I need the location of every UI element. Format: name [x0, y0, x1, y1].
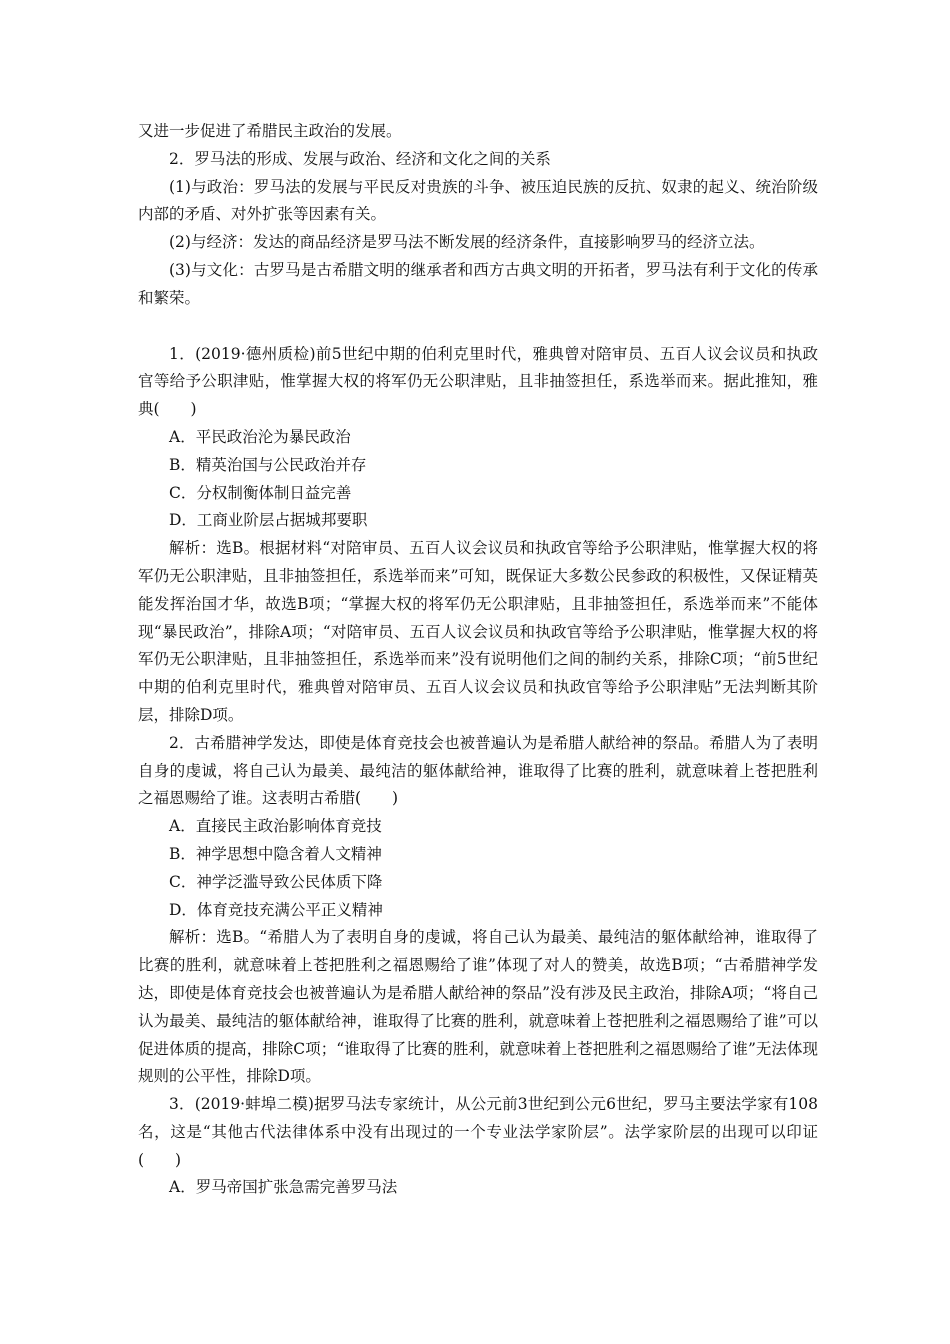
option-c: C．神学泛滥导致公民体质下降 — [169, 872, 383, 891]
section-gap — [138, 313, 818, 341]
question-stem: 1．(2019·德州质检)前5世纪中期的伯利克里时代，雅典曾对陪审员、五百人议会议员和执政官等给予公职津贴，惟掌握大权的将军仍无公职津贴，且非抽签担任，系选举而来。据此推知，雅典( ) — [138, 344, 818, 419]
option-a: A．直接民主政治影响体育竞技 — [169, 817, 382, 836]
question-2 — [138, 730, 818, 1091]
question-1 — [138, 341, 818, 730]
question-3 — [138, 1091, 818, 1202]
point-culture: (3)与文化：古罗马是古希腊文明的继承者和西方古典文明的开拓者，罗马法有利于文化的传承和繁荣。 — [138, 260, 818, 307]
option-d: D．工商业阶层占据城邦要职 — [169, 511, 368, 530]
question-analysis: 解析：选B。“希腊人为了表明自身的虔诚，将自己认为最美、最纯洁的躯体献给神，谁取得了比赛的胜利，就意味着上苍把胜利之福恩赐给了谁”体现了对人的赞美，故选B项；“古希腊神学发达，即使是体育竞技会也被普遍认为是希腊人献给神的祭品”没有涉及民主政治，排除A项；“将自己认为最美、最纯洁的躯体献给神，谁取得了比赛的胜利，就意味着上苍把胜利之福恩赐给了谁”可以促进体质的提高，排除C项；“谁取得了比赛的胜利，就意味着上苍把胜利之福恩赐给了谁”无法体现规则的公平性，排除D项。 — [138, 928, 818, 1086]
option-a: A．平民政治沦为暴民政治 — [169, 427, 351, 446]
question-stem: 3．(2019·蚌埠二模)据罗马法专家统计，从公元前3世纪到公元6世纪，罗马主要法学家有108名，这是“其他古代法律体系中没有出现过的一个专业法学家阶层”。法学家阶层的出现可以印证( ) — [138, 1095, 818, 1169]
question-stem: 2．古希腊神学发达，即使是体育竞技会也被普遍认为是希腊人献给神的祭品。希腊人为了表明自身的虔诚，将自己认为最美、最纯洁的躯体献给神，谁取得了比赛的胜利，就意味着上苍把胜利之福恩赐给了谁。这表明古希腊( ) — [138, 733, 818, 808]
option-b: B．精英治国与公民政治并存 — [169, 455, 367, 474]
point-economy: (2)与经济：发达的商品经济是罗马法不断发展的经济条件，直接影响罗马的经济立法。 — [169, 233, 765, 252]
section-heading-roman-law: 2．罗马法的形成、发展与政治、经济和文化之间的关系 — [169, 149, 551, 168]
point-politics: (1)与政治：罗马法的发展与平民反对贵族的斗争、被压迫民族的反抗、奴隶的起义、统治阶级内部的矛盾、对外扩张等因素有关。 — [138, 177, 818, 224]
option-d: D．体育竞技充满公平正义精神 — [169, 900, 383, 919]
document-body — [138, 118, 818, 1202]
question-analysis: 解析：选B。根据材料“对陪审员、五百人议会议员和执政官等给予公职津贴，惟掌握大权的将军仍无公职津贴，且非抽签担任，系选举而来”可知，既保证大多数公民参政的积极性，又保证精英能发挥治国才华，故选B项；“掌握大权的将军仍无公职津贴，且非抽签担任，系选举而来”不能体现“暴民政治”，排除A项；“对陪审员、五百人议会议员和执政官等给予公职津贴，惟掌握大权的将军仍无公职津贴，且非抽签担任，系选举而来”没有说明他们之间的制约关系，排除C项；“前5世纪中期的伯利克里时代，雅典曾对陪审员、五百人议会议员和执政官等给予公职津贴”无法判断其阶层，排除D项。 — [138, 539, 818, 724]
option-b: B．神学思想中隐含着人文精神 — [169, 844, 382, 863]
intro-continuation: 又进一步促进了希腊民主政治的发展。 — [138, 122, 402, 140]
option-a: A．罗马帝国扩张急需完善罗马法 — [169, 1178, 398, 1197]
option-c: C．分权制衡体制日益完善 — [169, 483, 352, 502]
